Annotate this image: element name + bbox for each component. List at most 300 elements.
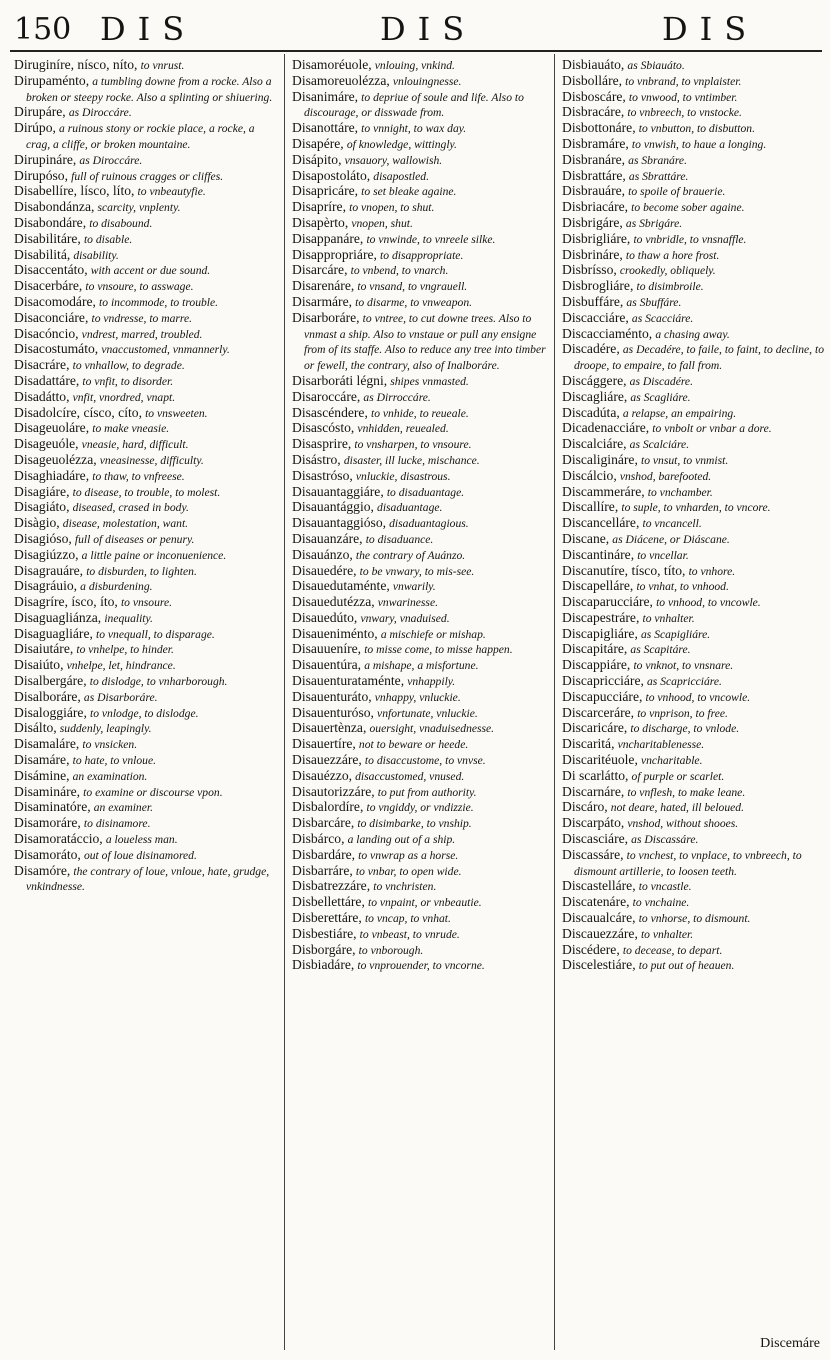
definition: an examination. <box>72 769 148 783</box>
definition: vnshod, barefooted. <box>619 469 712 483</box>
definition: to make vneasie. <box>92 422 170 436</box>
definition: not deare, hated, ill beloued. <box>610 801 744 815</box>
dictionary-entry <box>292 390 554 406</box>
headword: Disascósto, <box>292 420 355 436</box>
headword: Disagríre, ísco, íto, <box>14 594 118 610</box>
definition: to examine or discourse vpon. <box>83 785 223 799</box>
definition: to vnfit, to disorder. <box>82 374 174 388</box>
definition: vneasie, hard, difficult. <box>81 438 189 452</box>
dictionary-entry <box>292 500 554 516</box>
definition: shipes vnmasted. <box>390 374 469 388</box>
definition: to vnsweeten. <box>145 406 208 420</box>
definition: to disease, to trouble, to molest. <box>72 485 221 499</box>
dictionary-entry <box>14 105 276 121</box>
dictionary-entry <box>562 200 824 216</box>
headword: Disapèrto, <box>292 214 349 230</box>
definition: as Discassáre. <box>631 833 699 847</box>
definition: diseased, crased in body. <box>72 501 189 515</box>
definition: to dislodge, to vnharborough. <box>89 675 228 689</box>
headword: Disbramáre, <box>562 135 629 151</box>
definition: to vnhalter. <box>640 927 694 941</box>
dictionary-entry <box>14 532 276 548</box>
definition: to vnbar, to open wide. <box>355 864 462 878</box>
headword: Disarmáre, <box>292 293 353 309</box>
definition: to disaduantage. <box>386 485 465 499</box>
headword: Disageuóle, <box>14 436 79 452</box>
definition: to vnwood, to vntimber. <box>628 90 738 104</box>
headword: Disabilitáre, <box>14 230 81 246</box>
dictionary-entry <box>292 485 554 501</box>
dictionary-entry <box>14 579 276 595</box>
headword: Disauézzo, <box>292 767 353 783</box>
headword: Disápito, <box>292 151 342 167</box>
headword: Disauenturataménte, <box>292 673 405 689</box>
headword: Discaligináre, <box>562 451 638 467</box>
headword: Disautorizzáre, <box>292 783 375 799</box>
definition: vnshod, without shooes. <box>627 817 739 831</box>
dictionary-entry <box>562 90 824 106</box>
definition: as Scapricciáre. <box>647 675 722 689</box>
column-divider <box>554 54 555 1350</box>
headword: Disauedutézza, <box>292 594 375 610</box>
dictionary-entry <box>14 800 276 816</box>
definition: to disaduance. <box>365 532 434 546</box>
definition: not to beware or heede. <box>358 738 469 752</box>
headword: Disauertènza, <box>292 720 367 736</box>
definition: to vnhalter. <box>642 611 695 625</box>
headword: Disámine, <box>14 767 70 783</box>
dictionary-entry <box>14 421 276 437</box>
headword: Disbrináre, <box>562 246 623 262</box>
definition: a relapse, an empairing. <box>622 406 737 420</box>
definition: a ruinous stony or rockie place, a rocke, a crag, a cliffe, or broken mountaine. <box>26 122 255 151</box>
dictionary-entry <box>14 74 276 106</box>
headword: Disarenáre, <box>292 278 355 294</box>
dictionary-entry <box>562 564 824 580</box>
dictionary-entry <box>562 232 824 248</box>
definition: vnlouingnesse. <box>392 74 462 88</box>
dictionary-entry <box>292 642 554 658</box>
definition: vnwary, vnaduised. <box>360 611 450 625</box>
definition: an examiner. <box>93 801 153 815</box>
dictionary-entry <box>292 184 554 200</box>
dictionary-entry <box>14 342 276 358</box>
dictionary-entry <box>14 500 276 516</box>
dictionary-entry <box>292 721 554 737</box>
headword: Disbrattáre, <box>562 167 626 183</box>
dictionary-entry <box>562 311 824 327</box>
definition: to vnsand, to vngrauell. <box>357 280 468 294</box>
definition: to vnwinde, to vnreele silke. <box>366 232 496 246</box>
dictionary-entry <box>14 785 276 801</box>
dictionary-entry <box>14 295 276 311</box>
headword: Disbrigliáre, <box>562 230 631 246</box>
headword: Discapestráre, <box>562 609 640 625</box>
headword: Disberettáre, <box>292 910 362 926</box>
dictionary-entry <box>292 153 554 169</box>
definition: vnluckie, disastrous. <box>355 469 451 483</box>
definition: to thaw, to vnfreese. <box>92 469 185 483</box>
dictionary-entry <box>14 485 276 501</box>
headword: Disaueniménto, <box>292 625 378 641</box>
definition: vnfit, vnordred, vnapt. <box>72 390 176 404</box>
headword: Disbatrezzáre, <box>292 878 371 894</box>
dictionary-entry <box>562 437 824 453</box>
headword: Discelestiáre, <box>562 957 636 973</box>
definition: as Scagliáre. <box>630 390 691 404</box>
headword: Disauenturóso, <box>292 704 374 720</box>
headword: Disauedutaménte, <box>292 578 390 594</box>
dictionary-entry <box>292 453 554 469</box>
headword: Disascéndere, <box>292 404 368 420</box>
headword: Dicadenacciáre, <box>562 420 650 436</box>
dictionary-entry <box>14 121 276 153</box>
definition: to vnprison, to free. <box>637 706 728 720</box>
definition: vnhappy, vnluckie. <box>374 690 461 704</box>
definition: vnlouing, vnkind. <box>374 59 455 72</box>
dictionary-entry <box>562 295 824 311</box>
dictionary-entry <box>14 184 276 200</box>
headword: Disauantaggióso, <box>292 515 387 531</box>
definition: disease, molestation, want. <box>62 517 189 531</box>
dictionary-entry <box>292 532 554 548</box>
dictionary-entry <box>292 864 554 880</box>
definition: as Diroccáre. <box>68 106 132 120</box>
definition: as Dirroccáre. <box>363 390 431 404</box>
page-header <box>0 6 830 50</box>
dictionary-entry <box>562 753 824 769</box>
definition: a landing out of a ship. <box>347 833 456 847</box>
definition: vnwarily. <box>392 580 436 594</box>
dictionary-entry <box>562 421 824 437</box>
definition: to vncancell. <box>642 517 702 531</box>
dictionary-entry <box>562 121 824 137</box>
dictionary-entry <box>562 216 824 232</box>
dictionary-entry <box>562 927 824 943</box>
headword: Disamoréuole, <box>292 57 372 72</box>
dictionary-entry <box>14 248 276 264</box>
headword: Discédere, <box>562 941 620 957</box>
column-1 <box>14 58 276 895</box>
headword: Discacciaménto, <box>562 325 653 341</box>
headword: Disauantággio, <box>292 499 374 515</box>
dictionary-entry <box>14 453 276 469</box>
headword: Disbellettáre, <box>292 894 365 910</box>
dictionary-entry <box>292 58 554 74</box>
definition: disaster, ill lucke, mischance. <box>343 453 480 467</box>
headword: Disapríre, <box>292 199 346 215</box>
headword: Disboscáre, <box>562 88 626 104</box>
definition: to vnopen, to shut. <box>349 201 435 215</box>
dictionary-entry <box>292 169 554 185</box>
definition: to vnbreech, to vnstocke. <box>627 106 742 120</box>
headword: Disamóre, <box>14 862 71 878</box>
dictionary-entry <box>562 105 824 121</box>
dictionary-entry <box>292 627 554 643</box>
headword: Disagráuio, <box>14 578 78 594</box>
dictionary-entry <box>562 642 824 658</box>
dictionary-entry <box>292 832 554 848</box>
definition: the contrary of loue, vnloue, hate, grudge, vnkindnesse. <box>26 864 270 894</box>
dictionary-entry <box>562 832 824 848</box>
definition: to vnbridle, to vnsnaffle. <box>633 232 747 246</box>
dictionary-entry <box>14 737 276 753</box>
definition: as Scapigliáre. <box>640 627 711 641</box>
definition: to depriue of soule and life. Also to discourage, or disswade from. <box>304 90 524 120</box>
definition: to vnflesh, to make leane. <box>627 785 746 799</box>
dictionary-entry <box>562 532 824 548</box>
definition: as Scapitáre. <box>630 643 691 657</box>
headword: Discasciáre, <box>562 831 629 847</box>
column-3 <box>562 58 824 974</box>
dictionary-entry <box>292 548 554 564</box>
headword: Disborgáre, <box>292 941 356 957</box>
dictionary-entry <box>14 58 276 74</box>
dictionary-entry <box>562 390 824 406</box>
headword: Disbestiáre, <box>292 925 357 941</box>
dictionary-entry <box>562 579 824 595</box>
dictionary-entry <box>292 611 554 627</box>
dictionary-entry <box>14 816 276 832</box>
dictionary-entry <box>292 374 554 390</box>
definition: to vnlodge, to dislodge. <box>89 706 199 720</box>
dictionary-entry <box>292 90 554 122</box>
headword: Disàgio, <box>14 515 60 531</box>
dictionary-entry <box>14 200 276 216</box>
headword: Disalboráre, <box>14 688 81 704</box>
dictionary-entry <box>14 516 276 532</box>
headword: Disaiúto, <box>14 657 64 673</box>
headword: Disástro, <box>292 451 341 467</box>
headword: Disbárco, <box>292 831 345 847</box>
definition: to incommode, to trouble. <box>99 295 219 309</box>
headword: Disamoratáccio, <box>14 831 103 847</box>
dictionary-entry <box>14 390 276 406</box>
headword: Disamináre, <box>14 783 81 799</box>
dictionary-entry <box>292 248 554 264</box>
definition: as Disarboráre. <box>83 690 158 704</box>
headword: Disbiadáre, <box>292 957 355 973</box>
headword: Disacomodáre, <box>14 293 96 309</box>
dictionary-entry <box>14 627 276 643</box>
definition: disaduantagious. <box>389 517 469 531</box>
dictionary-entry <box>562 74 824 90</box>
definition: to vnsharpen, to vnsoure. <box>354 438 472 452</box>
definition: to vnhood, to vncowle. <box>656 596 761 610</box>
headword: Disbottonáre, <box>562 120 636 136</box>
dictionary-entry <box>562 342 824 374</box>
definition: to disaccustome, to vnvse. <box>364 754 486 768</box>
definition: to vngiddy, or vndizzie. <box>366 801 474 815</box>
headword: Disapricáre, <box>292 183 359 199</box>
dictionary-entry <box>292 564 554 580</box>
headword: Discauezzáre, <box>562 925 638 941</box>
dictionary-entry <box>292 753 554 769</box>
definition: to vnhallow, to degrade. <box>72 359 185 373</box>
headword: Discassáre, <box>562 846 624 862</box>
definition: to vnnight, to wax day. <box>361 122 467 136</box>
dictionary-entry <box>292 516 554 532</box>
headword: Disacerbáre, <box>14 278 83 294</box>
headword: Disaiutáre, <box>14 641 74 657</box>
definition: to vnhood, to vncowle. <box>645 690 751 704</box>
definition: out of loue disinamored. <box>83 848 197 862</box>
dictionary-entry <box>292 469 554 485</box>
headword: Disbardáre, <box>292 846 356 862</box>
dictionary-entry <box>292 216 554 232</box>
dictionary-entry <box>562 721 824 737</box>
definition: to set bleake againe. <box>361 185 457 199</box>
dictionary-entry <box>562 516 824 532</box>
dictionary-entry <box>292 911 554 927</box>
dictionary-entry <box>292 200 554 216</box>
headword: Discane, <box>562 530 610 546</box>
definition: to vnbend, to vnarch. <box>350 264 449 278</box>
dictionary-entry <box>292 406 554 422</box>
dictionary-entry <box>292 895 554 911</box>
dictionary-entry <box>14 753 276 769</box>
dictionary-entry <box>562 153 824 169</box>
dictionary-entry <box>292 958 554 974</box>
dictionary-entry <box>562 374 824 390</box>
definition: vnopen, shut. <box>351 216 413 230</box>
dictionary-entry <box>292 879 554 895</box>
headword: Disaguagliáre, <box>14 625 93 641</box>
definition: as Diácene, or Diáscane. <box>612 532 730 546</box>
headword: Disauenturáto, <box>292 688 372 704</box>
headword: Disaloggiáre, <box>14 704 87 720</box>
headword: Disauezzáre, <box>292 752 362 768</box>
dictionary-entry <box>292 74 554 90</box>
definition: vneasinesse, difficulty. <box>99 453 204 467</box>
definition: full of ruinous cragges or cliffes. <box>71 169 224 183</box>
definition: a mischiefe or mishap. <box>380 627 486 641</box>
dictionary-entry <box>292 848 554 864</box>
definition: to thaw a hore frost. <box>625 248 720 262</box>
dictionary-entry <box>292 690 554 706</box>
headword: Disamoráre, <box>14 815 81 831</box>
definition: disapostled. <box>373 169 429 183</box>
definition: full of diseases or penury. <box>74 532 195 546</box>
definition: to vnborough. <box>358 943 424 957</box>
definition: to vncastle. <box>638 880 692 894</box>
dictionary-entry <box>292 785 554 801</box>
headword: Disaminatóre, <box>14 799 91 815</box>
dictionary-entry <box>562 658 824 674</box>
dictionary-entry <box>14 658 276 674</box>
headword: Disasprire, <box>292 436 352 452</box>
headword: Discapelláre, <box>562 578 634 594</box>
definition: to vnequall, to disparage. <box>96 627 215 641</box>
headword: Disageuoláre, <box>14 420 90 436</box>
dictionary-entry <box>562 137 824 153</box>
definition: vndrest, marred, troubled. <box>81 327 203 341</box>
definition: to vnwrap as a horse. <box>358 848 459 862</box>
headword: Disarboráre, <box>292 309 360 325</box>
definition: to vncellar. <box>637 548 689 562</box>
headword: Discatenáre, <box>562 894 630 910</box>
definition: crookedly, obliquely. <box>619 264 716 278</box>
headword: Di scarlátto, <box>562 767 629 783</box>
dictionary-entry <box>292 658 554 674</box>
dictionary-entry <box>14 611 276 627</box>
dictionary-entry <box>14 358 276 374</box>
headword: Disbranáre, <box>562 151 626 167</box>
definition: to vntree, to cut downe trees. Also to vnmast a ship. Also to vnstaue or pull any ensigne from of its staffe. Also to reduce any tree into timber or fewell, the contrary, also of Inalboráre. <box>304 311 546 373</box>
definition: to disable. <box>83 232 133 246</box>
dictionary-entry <box>562 848 824 880</box>
header-rule <box>10 50 822 52</box>
dictionary-entry <box>14 706 276 722</box>
headword: Dirupináre, <box>14 151 77 167</box>
dictionary-entry <box>14 642 276 658</box>
dictionary-entry <box>562 785 824 801</box>
definition: to vnsicken. <box>82 738 138 752</box>
definition: to vndresse, to marre. <box>91 311 193 325</box>
headword: Discadúta, <box>562 404 620 420</box>
definition: vnwarinesse. <box>377 596 438 610</box>
dictionary-entry <box>14 232 276 248</box>
dictionary-entry <box>292 279 554 295</box>
headword: Discagliáre, <box>562 388 628 404</box>
headword: Disauedére, <box>292 562 357 578</box>
headword: Disacóncio, <box>14 325 79 341</box>
definition: to vnbeautyfie. <box>137 185 206 199</box>
dictionary-entry <box>562 800 824 816</box>
dictionary-entry <box>562 327 824 343</box>
dictionary-entry <box>292 927 554 943</box>
headword: Dirupóso, <box>14 167 68 183</box>
definition: disability. <box>73 248 119 262</box>
headword: Discarpáto, <box>562 815 625 831</box>
headword: Discaricáre, <box>562 720 628 736</box>
definition: to disappropriate. <box>380 248 464 262</box>
headword: Disbrigáre, <box>562 214 623 230</box>
headword: Discadére, <box>562 341 620 357</box>
definition: to vnsut, to vnmist. <box>640 453 729 467</box>
definition: to vnbolt or vnbar a dore. <box>652 422 772 436</box>
definition: vnhappily. <box>407 675 456 689</box>
definition: to vnsoure. <box>120 596 173 610</box>
headword: Disbarráre, <box>292 862 353 878</box>
headword: Disagrauáre, <box>14 562 84 578</box>
definition: to suple, to vnharden, to vncore. <box>621 501 771 515</box>
definition: scarcity, vnplenty. <box>97 201 181 215</box>
definition: to disinamore. <box>83 817 151 831</box>
headword: Discálcio, <box>562 467 617 483</box>
definition: vncharitablenesse. <box>617 738 705 752</box>
dictionary-entry <box>14 674 276 690</box>
dictionary-entry <box>292 595 554 611</box>
definition: to disburden, to lighten. <box>86 564 197 578</box>
headword: Disamoráto, <box>14 846 81 862</box>
dictionary-entry <box>562 911 824 927</box>
headword: Disbarcáre, <box>292 815 355 831</box>
dictionary-entry <box>292 769 554 785</box>
definition: to vnchaine. <box>632 896 690 910</box>
dictionary-entry <box>292 263 554 279</box>
dictionary-entry <box>562 769 824 785</box>
headword: Discappiáre, <box>562 657 631 673</box>
definition: vnsauory, wallowish. <box>344 153 443 167</box>
headword: Disagiúzzo, <box>14 546 79 562</box>
headword: Disabondánza, <box>14 199 95 215</box>
running-head-left: DIS <box>100 10 197 48</box>
dictionary-entry <box>292 800 554 816</box>
dictionary-entry <box>292 311 554 374</box>
dictionary-entry <box>14 721 276 737</box>
column-divider <box>284 54 285 1350</box>
